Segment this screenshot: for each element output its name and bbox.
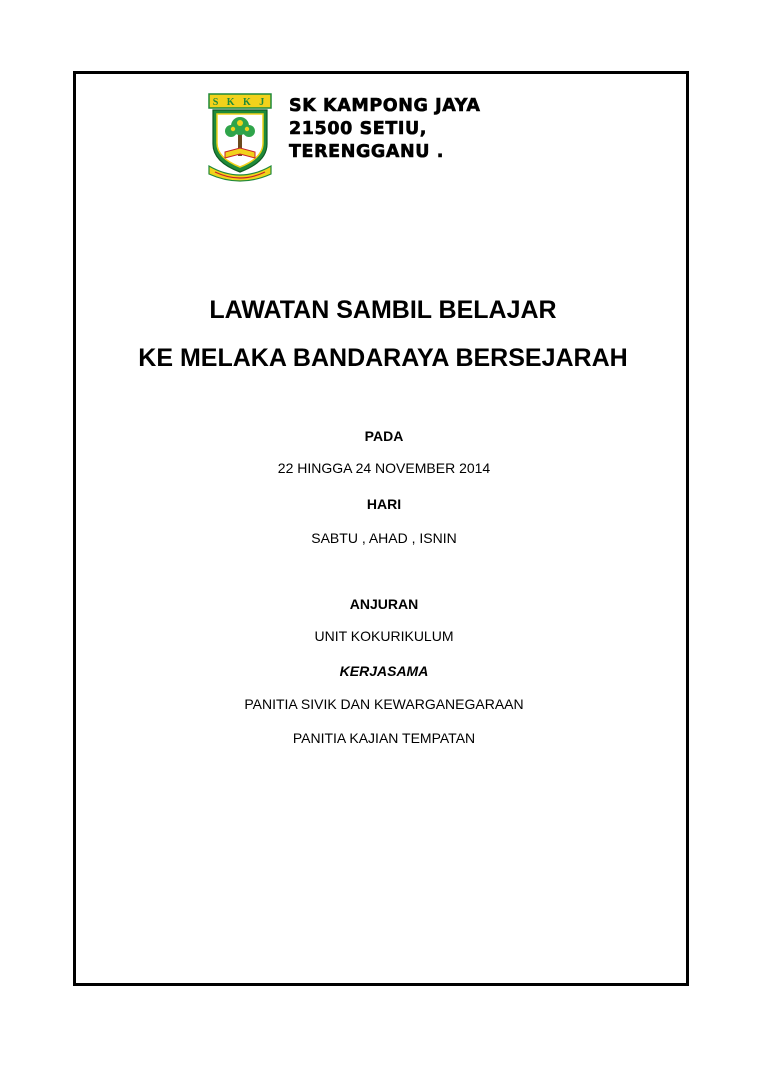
partner-local-studies: PANITIA KAJIAN TEMPATAN — [292, 730, 476, 746]
date-range: 22 HINGGA 24 NOVEMBER 2014 — [277, 460, 491, 476]
hari-label: HARI — [366, 496, 402, 512]
school-state: TERENGGANU . — [289, 142, 445, 162]
page-border — [73, 71, 689, 986]
days-text: SABTU , AHAD , ISNIN — [311, 530, 457, 546]
title-line-2: KE MELAKA BANDARAYA BERSEJARAH — [138, 344, 628, 372]
pada-label: PADA — [364, 428, 404, 444]
school-header — [207, 92, 627, 192]
organizer-text: UNIT KOKURIKULUM — [314, 628, 454, 644]
title-line-1: LAWATAN SAMBIL BELAJAR — [209, 296, 557, 324]
school-name: SK KAMPONG JAYA — [289, 96, 481, 116]
school-crest-logo — [207, 92, 273, 184]
svg-text:S K K J: S K K J — [212, 97, 268, 108]
kerjasama-label: KERJASAMA — [339, 663, 429, 679]
anjuran-label: ANJURAN — [349, 596, 419, 612]
school-postcode-town: 21500 SETIU, — [289, 119, 428, 139]
partner-civics: PANITIA SIVIK DAN KEWARGANEGARAAN — [244, 696, 524, 712]
